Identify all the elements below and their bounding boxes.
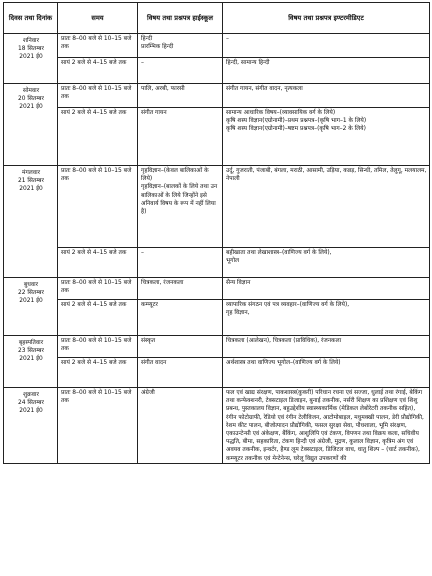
schedule-body [4,34,430,464]
intermediate-subject-text: भूगोल [226,258,239,265]
highschool-subject-cell [138,358,223,388]
header-row [4,3,430,34]
day-date-cell [4,166,58,278]
highschool-subject-text: – [141,60,144,66]
intermediate-subject-text: गृह विज्ञान, [226,310,250,317]
highschool-subject-text: – [141,250,144,256]
schedule-row [4,336,430,358]
highschool-subject-text: गृहविज्ञान–(केवल बालिकाओं के लिये) [141,168,209,183]
day-date-line: 21 सितम्बर [18,178,44,185]
schedule-row [4,300,430,336]
day-date-line: शनिवार [22,38,39,44]
intermediate-subject-cell [223,166,430,248]
highschool-subject-text: कम्प्यूटर [141,302,158,308]
intermediate-subject-cell [223,108,430,166]
time-cell: प्रातः 8–00 बजे से 10–15 बजे तक [58,278,138,300]
schedule-table [3,2,430,464]
header-subject-intermediate: विषय तथा प्रश्नपत्र इण्टरमीडिएट [223,3,430,34]
schedule-row [4,358,430,388]
intermediate-subject-text: – [226,36,229,42]
header-time: समय [58,3,138,34]
day-date-line: 2021 ई0 [19,54,43,61]
schedule-row [4,388,430,464]
day-date-cell [4,278,58,336]
time-cell: सायं 2 बजे से 4–15 बजे तक [58,58,138,84]
intermediate-subject-cell [223,388,430,464]
intermediate-subject-text: सैन्य विज्ञान [226,280,251,286]
time-cell: प्रातः 8–00 बजे से 10–15 बजे तक [58,166,138,248]
day-date-line: 23 सितम्बर [18,348,44,355]
highschool-subject-text: संगीत गायन [141,110,167,116]
schedule-row [4,166,430,248]
day-date-cell [4,84,58,166]
schedule-row [4,34,430,58]
highschool-subject-text: संस्कृत [141,338,156,344]
highschool-subject-text: हिन्दी [141,36,153,42]
highschool-subject-cell [138,336,223,358]
intermediate-subject-text: उर्दू, गुजराती, पंजाबी, बंगला, मराठी, आसामी, उड़िया, कन्नड़, सिन्धी, तमिल, तेलुगू, मलयालम, नेपाली [226,168,427,183]
intermediate-subject-cell [223,300,430,336]
highschool-subject-text: चित्रकला, रंजनकला [141,280,184,286]
schedule-row [4,278,430,300]
header-subject-highschool: विषय तथा प्रश्नपत्र हाईस्कूल [138,3,223,34]
day-date-cell [4,388,58,464]
day-date-line: 20 सितम्बर [18,96,44,103]
highschool-subject-cell [138,58,223,84]
day-date-cell [4,34,58,84]
highschool-subject-text: अंग्रेजी [141,390,155,396]
day-date-line: 2021 ई0 [19,186,43,193]
intermediate-subject-cell [223,358,430,388]
highschool-subject-cell [138,278,223,300]
intermediate-subject-text: व्यापारिक संगठन एवं पत्र व्यवहार–(वाणिज्य वर्ग के लिये), [226,302,350,308]
highschool-subject-cell [138,108,223,166]
day-date-line: 24 सितम्बर [18,400,44,407]
highschool-subject-cell [138,300,223,336]
highschool-subject-text: संगीत वादन [141,360,167,366]
schedule-row [4,84,430,108]
intermediate-subject-text: अर्थशास्त्र तथा वाणिज्य भूगोल–(वाणिज्य वर्ग के लिये) [226,360,341,366]
intermediate-subject-text: चित्रकला (आलेखन), चित्रकला (प्राविधिक), रंजनकला [226,338,342,344]
highschool-subject-text: प्रारम्भिक हिन्दी [141,44,174,51]
highschool-subject-text: पालि, अरबी, फारसी [141,86,185,92]
day-date-line: 22 सितम्बर [18,290,44,297]
highschool-subject-cell [138,84,223,108]
header-day-date: दिवस तथा दिनांक [4,3,58,34]
intermediate-subject-text: बहीखाता तथा लेखाशास्त्र–(वाणिज्य वर्ग के लिये), [226,250,332,256]
time-cell: प्रातः 8–00 बजे से 10–15 बजे तक [58,84,138,108]
intermediate-subject-cell [223,58,430,84]
intermediate-subject-text: सामान्य आधारिक विषय–(व्यावसायिक वर्ग के लिये) [226,110,336,116]
intermediate-subject-cell [223,248,430,278]
highschool-subject-text: गृहविज्ञान–(बालकों के लिये तथा उन बालिकाओं के लिये जिन्होंने इसे अनिवार्य विषय के रूप में नहीं लिया है) [141,184,218,216]
day-date-line: 2021 ई0 [19,104,43,111]
intermediate-subject-text: संगीत गायन, संगीत वादन, नृत्यकला [226,86,303,92]
time-cell: प्रातः 8–00 बजे से 10–15 बजे तक [58,34,138,58]
day-date-line: 2021 ई0 [19,298,43,305]
day-date-line: 2021 ई0 [19,356,43,363]
time-cell: प्रातः 8–00 बजे से 10–15 बजे तक [58,336,138,358]
highschool-subject-cell [138,34,223,58]
highschool-subject-cell [138,248,223,278]
day-date-cell [4,336,58,388]
day-date-line: शुक्रवार [23,392,39,398]
day-date-line: बुधवार [23,282,39,288]
highschool-subject-cell [138,388,223,464]
time-cell: सायं 2 बजे से 4–15 बजे तक [58,248,138,278]
time-cell: सायं 2 बजे से 4–15 बजे तक [58,300,138,336]
time-cell: सायं 2 बजे से 4–15 बजे तक [58,358,138,388]
intermediate-subject-cell [223,34,430,58]
schedule-row [4,108,430,166]
intermediate-subject-text: फल एवं खाद्य संरक्षण, पाकशास्त्र(कुकरी) परिधान रचना एवं सज्जा, धुलाई तथा रंगाई, बेकिंग तथा कन्फेक्शनरी, टेक्सटाइल डिजाइन, बुनाई तकनीक, नर्सरी शिक्षण का प्रशिक्षण एवं शिशु प्रबन्ध, पुस्तकालय विज्ञान, बहुउद्देशीय स्वास्थ्यकार्मिक (मेडिकल लेबोरेटरी तकनीक सहित), रंगीन फोटोग्राफी, रेडियो एवं रंगीन टेलीविजन, आटोमोबाइल, मधुमक्खी पालन, डेरी प्रौद्योगिकी, रेशम कीट पालन, बीजोत्पादन प्रौद्योगिकी, फसल सुरक्षा सेवा, पौधशाला, भूमि संरक्षण, एकाउन्टेन्सी एवं अंकेक्षण, बैंकिंग, आशुलिपि एवं टंकण, विपणन तथा विक्रय कला, सचिवीय पद्धति, बीमा, सहकारिता, टंकण हिन्दी एवं अंग्रेजी, मुद्रण, कुलाल विज्ञान, कृत्रिम अंग एवं अवयव तकनीक, इन्वर्टर, हैण्ड लूम टेक्सटाइल, डिजिटल वाच, धातु शिल्प – (चार्ट तकनीक), कम्प्यूटर तकनीक एवं मेन्टेनेन्स, घरेलू विद्युत उपकरणों की [226,390,424,462]
time-cell: प्रातः 8–00 बजे से 10–15 बजे तक [58,388,138,464]
intermediate-subject-cell [223,84,430,108]
intermediate-subject-text: कृषि शस्य विज्ञान(एग्रोनामी)–षष्टम प्रश्नपत्र–(कृषि भाग–2 के लिये) [226,126,366,133]
day-date-line: 2021 ई0 [19,408,43,415]
time-cell: सायं 2 बजे से 4–15 बजे तक [58,108,138,166]
day-date-line: सोमवार [22,88,40,94]
highschool-subject-cell [138,166,223,248]
intermediate-subject-cell [223,336,430,358]
day-date-line: 18 सितम्बर [18,46,44,53]
intermediate-subject-text: हिन्दी, सामान्य हिन्दी [226,60,270,66]
day-date-line: मंगलवार [21,170,41,176]
schedule-row [4,58,430,84]
day-date-line: बृहस्पतिवार [18,340,44,346]
intermediate-subject-cell [223,278,430,300]
schedule-row [4,248,430,278]
intermediate-subject-text: कृषि शस्य विज्ञान(एग्रोनामी)–प्रथम प्रश्नपत्र–(कृषि भाग–1 के लिये) [226,118,367,125]
